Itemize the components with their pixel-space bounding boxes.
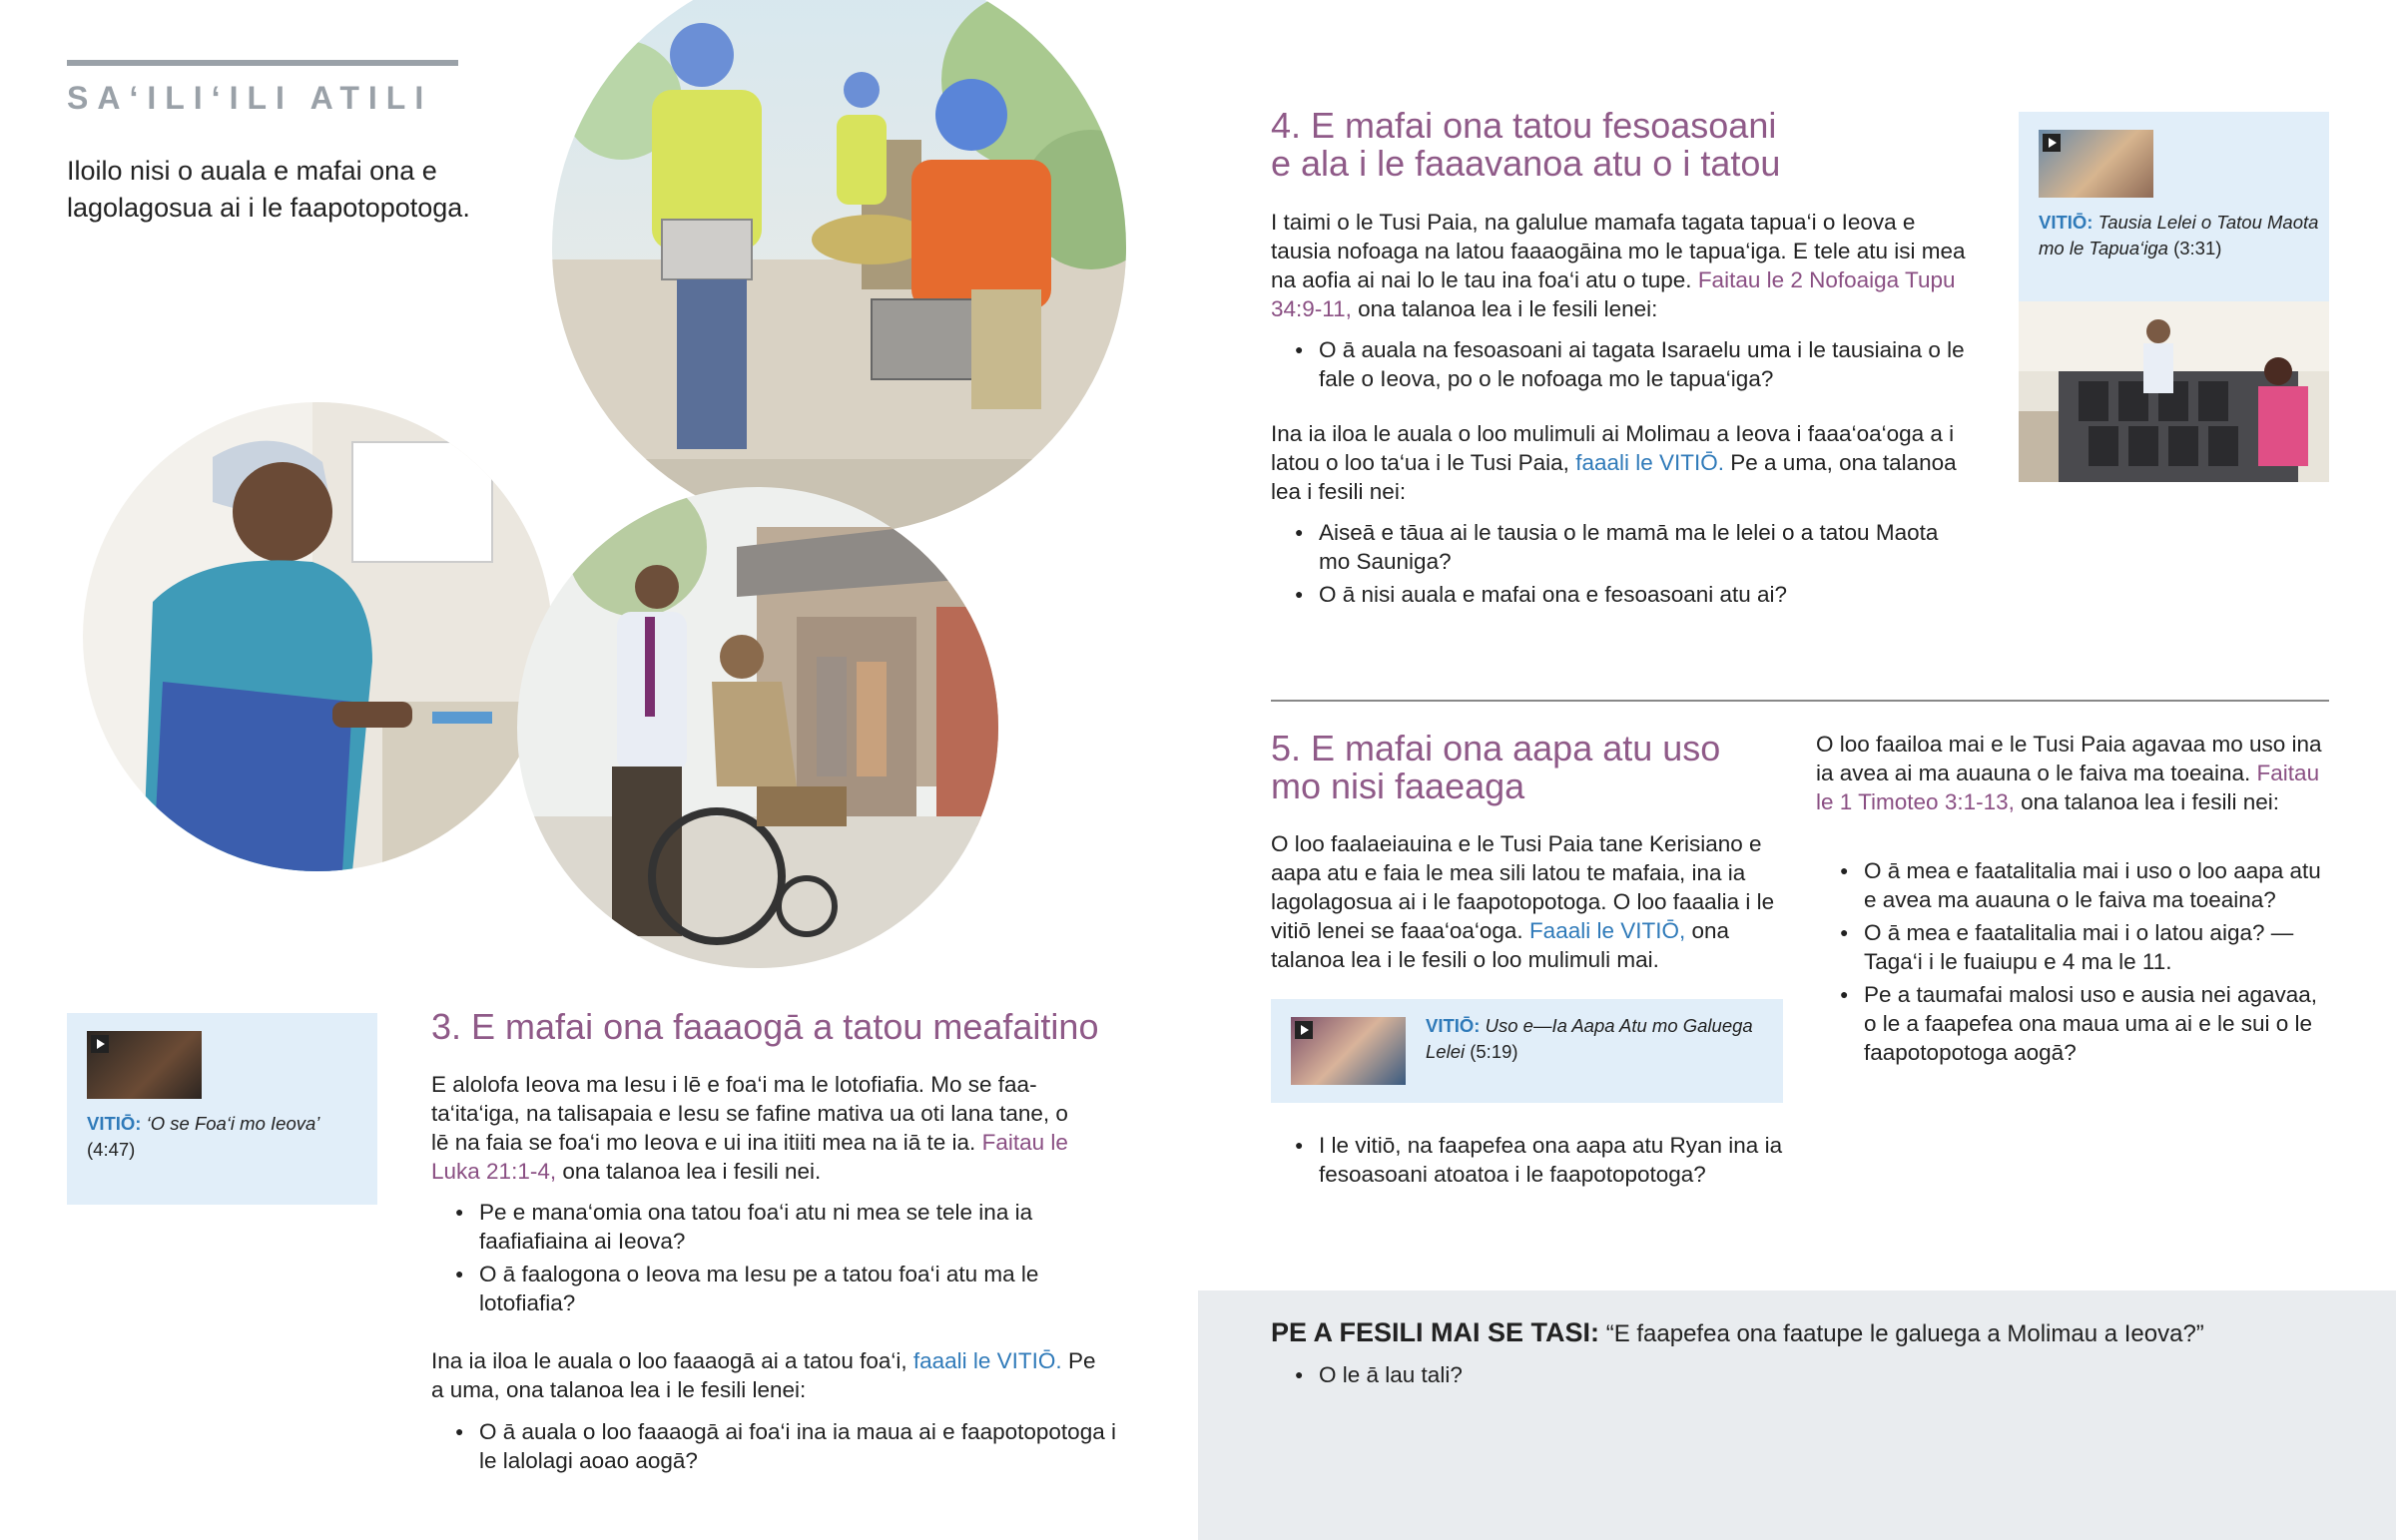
video-label	[1426, 1013, 1770, 1065]
list-item: ● I le vitiō, na faapefea ona aapa atu Ryan ina ia fesoasoani atoatoa i le faapotopotoga?	[1271, 1131, 1790, 1189]
play-icon	[1295, 1021, 1313, 1039]
footer-question-line	[1271, 1316, 2369, 1350]
wheelchair-illustration	[517, 487, 998, 968]
section5-heading	[1271, 730, 1790, 805]
video-label	[2039, 210, 2323, 261]
section5-p2-tail: ona talanoa lea i fesili nei:	[2014, 789, 2280, 814]
kingdom-hall-photo	[2019, 301, 2329, 482]
list-item: ● O ā auala na fesoasoani ai tagata Isaraelu uma i le tausiaina o le fale o Ieova, po o le nofoaga mo le tapua‘iga?	[1271, 335, 1970, 393]
section5-paragraph	[1271, 829, 1790, 974]
section3-paragraph	[431, 1070, 1070, 1186]
section5-p1: O loo faalaeiauina e le Tusi Paia tane Kerisiano e aapa atu e faia le mea sili latou te mafaia, ina ia lagolagosua ai i le faapotopotoga. O loo faaalia i le vitiō lenei se faaa‘oa‘oga.	[1271, 831, 1775, 943]
show-video-link[interactable]: faaali le VITIŌ.	[1575, 450, 1725, 475]
footer-question: “E faapefea ona faatupe le galuega a Molimau a Ieova?”	[1599, 1320, 2204, 1347]
video-title: ‘O se Foa‘i mo Ieova’	[146, 1113, 320, 1134]
section4-heading-line1: 4. E mafai ona tatou fesoasoani	[1271, 105, 1777, 146]
scripture-ref-luka[interactable]: Faitau le Luka 21:1-4,	[431, 1130, 1068, 1184]
list-item: ● O ā mea e faatalitalia mai i uso o loo aapa atu e avea ma auauna o le faiva ma toeaina?	[1816, 856, 2335, 914]
section-eyebrow: SA‘ILI‘ILI ATILI	[67, 80, 433, 116]
show-video-link[interactable]: Faaali le VITIŌ,	[1528, 918, 1686, 943]
video-tag: VITIŌ:	[1426, 1015, 1481, 1036]
section4-paragraph2	[1271, 419, 1980, 506]
video-thumbnail[interactable]	[1291, 1017, 1406, 1085]
video-card-maota[interactable]	[2019, 112, 2329, 301]
play-icon	[2043, 134, 2061, 152]
section3-p2: Ina ia iloa le auala o loo faaaogā ai a tatou foa‘i,	[431, 1348, 913, 1373]
video-title: Tausia Lelei o Tatou Maota mo le Tapua‘iga	[2039, 212, 2319, 258]
list-item: ● O ā mea e faatalitalia mai i o latou aiga? —Taga‘i i le fuaiupu e 4 ma le 11.	[1816, 918, 2335, 976]
section5-questions2	[1816, 856, 2335, 1071]
video-tag: VITIŌ:	[2039, 212, 2094, 233]
intro-text: Iloilo nisi o auala e mafai ona e lagolagosua ai i le faapotopotoga.	[67, 156, 470, 223]
section3-questions	[431, 1198, 1130, 1321]
section3-questions2	[431, 1417, 1130, 1479]
list-item: ● Aiseā e tāua ai le tausia o le mamā ma le lelei o a tatou Maota mo Sauniga?	[1271, 518, 1970, 576]
section4-p2: Ina ia iloa le auala o loo mulimuli ai Molimau a Ieova i faaa‘oa‘oga a i latou o loo ta‘ua i le Tusi Paia,	[1271, 421, 1955, 475]
section3-heading: 3. E mafai ona faaaogā a tatou meafaitino	[431, 1006, 1099, 1047]
section4-heading-line2: e ala i le faaavanoa atu o i tatou	[1271, 143, 1781, 184]
show-video-link[interactable]: faaali le VITIŌ.	[912, 1348, 1062, 1373]
section3-p1-tail: ona talanoa lea i fesili nei.	[556, 1159, 822, 1184]
video-thumbnail[interactable]	[2039, 130, 2153, 198]
header-rule	[67, 60, 458, 66]
section5-p2: O loo faailoa mai e le Tusi Paia agavaa mo uso ina ia avea ai ma auauna o le faiva ma toeaina.	[1816, 732, 2322, 785]
scripture-ref-timoteo[interactable]: Faitau le 1 Timoteo 3:1-13,	[1816, 761, 2320, 814]
section4-p1-tail: ona talanoa lea i le fesili lenei:	[1351, 296, 1658, 321]
section5-p1-tail: ona talanoa lea i le fesili o loo mulimuli mai.	[1271, 918, 1730, 972]
construction-illustration	[552, 0, 1126, 534]
section4-p1: I taimi o le Tusi Paia, na galulue mamafa tagata tapua‘i o Ieova e tausia nofoaga na latou faaaogāina mo le tapua‘iga. E tele atu isi mea na aofia ai nai lo le tau ina foa‘i atu o tupe.	[1271, 210, 1966, 292]
video-duration: (5:19)	[1470, 1041, 1518, 1062]
section4-questions2	[1271, 518, 1970, 613]
list-item: ● O ā faalogona o Ieova ma Iesu pe a tatou foa‘i atu ma le lotofiafia?	[431, 1260, 1130, 1317]
section5-heading-line1: 5. E mafai ona aapa atu uso	[1271, 728, 1721, 769]
video-duration: (3:31)	[2173, 238, 2222, 258]
section-divider	[1271, 700, 2329, 702]
question-footer	[1198, 1290, 2396, 1540]
video-tag: VITIŌ:	[87, 1113, 142, 1134]
section3-p1: E alolofa Ieova ma Iesu i lē e foa‘i ma le lotofiafia. Mo se faata‘ita‘iga, na talisapaia e Iesu se fafine mativa ua oti lana tane, o lē na faia se foa‘i mo Ieova e ui ina itiiti mea na iā te ia.	[431, 1072, 1068, 1155]
donation-illustration	[83, 402, 552, 871]
section5-heading-line2: mo nisi faaeaga	[1271, 766, 1525, 806]
section3-p2-tail: Pe a uma, ona talanoa lea i le fesili lenei:	[431, 1348, 1096, 1402]
footer-label: PE A FESILI MAI SE TASI:	[1271, 1317, 1600, 1347]
section3-paragraph2	[431, 1346, 1110, 1404]
video-duration: (4:47)	[87, 1139, 136, 1160]
video-label	[87, 1111, 366, 1163]
list-item: ● O ā auala o loo faaaogā ai foa‘i ina ia maua ai e faapotopotoga i le lalolagi aoao aogā?	[431, 1417, 1130, 1475]
video-thumbnail[interactable]	[87, 1031, 202, 1099]
section4-paragraph	[1271, 208, 1970, 323]
footer-bullets	[1271, 1360, 2169, 1393]
section4-p2-tail: Pe a uma, ona talanoa lea i fesili nei:	[1271, 450, 1957, 504]
video-card-uso[interactable]	[1271, 999, 1783, 1103]
list-item: ● Pe a taumafai malosi uso e ausia nei agavaa, o le a faapefea ona maua uma ai e le sui o le faapotopotoga aogā?	[1816, 980, 2335, 1067]
section5-paragraph2	[1816, 730, 2335, 816]
section5-questions	[1271, 1131, 1790, 1193]
list-item: ● Pe e mana‘omia ona tatou foa‘i atu ni mea se tele ina ia faafiafiaina ai Ieova?	[431, 1198, 1130, 1256]
list-item: ● O le ā lau tali?	[1271, 1360, 2169, 1389]
section4-heading	[1271, 107, 1830, 183]
play-icon	[91, 1035, 109, 1053]
scripture-ref-nofoaiga[interactable]: Faitau le 2 Nofoaiga Tupu 34:9-11,	[1271, 267, 1956, 321]
video-card-foai[interactable]	[67, 1013, 377, 1205]
list-item: ● O ā nisi auala e mafai ona e fesoasoani atu ai?	[1271, 580, 1970, 609]
video-title: Uso e—Ia Aapa Atu mo Galuega Lelei	[1426, 1015, 1753, 1062]
section4-questions	[1271, 335, 1970, 397]
